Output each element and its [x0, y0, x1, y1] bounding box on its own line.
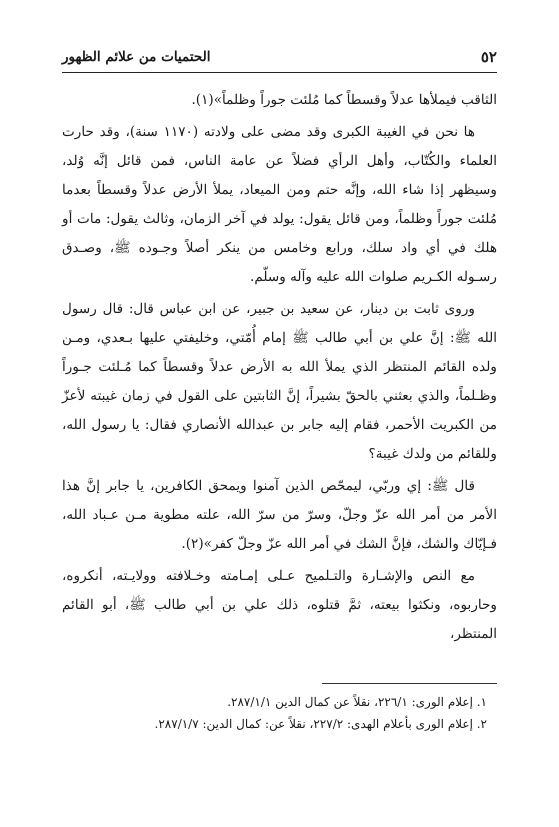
paragraph: ها نحن في الغيبة الكبرى وقد مضى على ولادته (١١٧٠ سنة)، وقد حارت العلماء والكُتّاب، وأهل الرأي فضلاً عن عامة الناس، فمن قائل إنَّه وُلد، وسيظهر إذا شاء الله، وإنَّه حتم ومن الميعاد، يملأ الأرض عدلاً وقسطاً بعدما مُلئت جوراً وظلماً، ومن قائل يقول: يولد في آخر الزمان، وثالث يقول: مات أو هلك في أي واد سلك، ورابع وخامس من ينكر أصلاً وجـوده ﷺ، وصـدق رسـوله الكـريم صلوات الله عليه وآله وسلّم.	[62, 124, 497, 285]
paragraph: مع النص والإشـارة والتـلميح عـلى إمـامته وخـلافته وولايـته، أنكروه، وحاربوه، ونكثوا بيعته، ثمَّ قتلوه، ذلك علي بن أبي طالب ﷺ، أبو القائم المنتظر،	[62, 568, 497, 642]
main-text	[62, 86, 497, 652]
footnote: ١. إعلام الورى: ٢٢٦/١، نقلاً عن كمال الدين ٢٨٧/١/١.	[227, 695, 487, 709]
footnote: ٢. إعلام الورى بأعلام الهدى: ٢٢٧/٢، نقلاً عن: كمال الدين: ٢٨٧/١/٧.	[154, 717, 487, 731]
paragraph: الثاقب فيملأها عدلاً وقسطاً كما مُلئت جوراً وظلماً»(١).	[191, 92, 497, 108]
page-number: ٥٢	[480, 48, 497, 66]
paragraph: وروى ثابت بن دينار، عن سعيد بن جبير، عن ابن عباس قال: قال رسول الله ﷺ: إنَّ علي بن أبي طالب ﷺ إمام أُمّتي، وخليفتي عليها بـعدي، ومـن ولده القائم المنتظر الذي يملأ الله به الأرض عدلاً وقسطاً كما مُـلئت جـوراً وظـلماً، والذي بعثني بالحقّ بشيراً، إنَّ الثابتين على القول في زمان غيبته لأعزّ من الكبريت الأحمر، فقام إليه جابر بن عبدالله الأنصاري فقال: يا رسول الله، وللقائم من ولدك غيبة؟	[62, 301, 497, 462]
paragraph: قال ﷺ: إي وربّي، ليمحّص الذين آمنوا ويمحق الكافرين، يا جابر إنَّ هذا الأمر من أمر الله عزّ وجلّ، وسرّ من سرّ الله، علته مطوية مـن عـباد الله، فـإيّاك والشك، فإنَّ الشك في أمر الله عزّ وجلّ كفر»(٢).	[62, 478, 497, 552]
running-header	[62, 44, 497, 73]
footnotes	[62, 683, 497, 735]
footnote-divider	[322, 683, 497, 684]
chapter-title: الحتميات من علائم الظهور	[62, 49, 211, 65]
